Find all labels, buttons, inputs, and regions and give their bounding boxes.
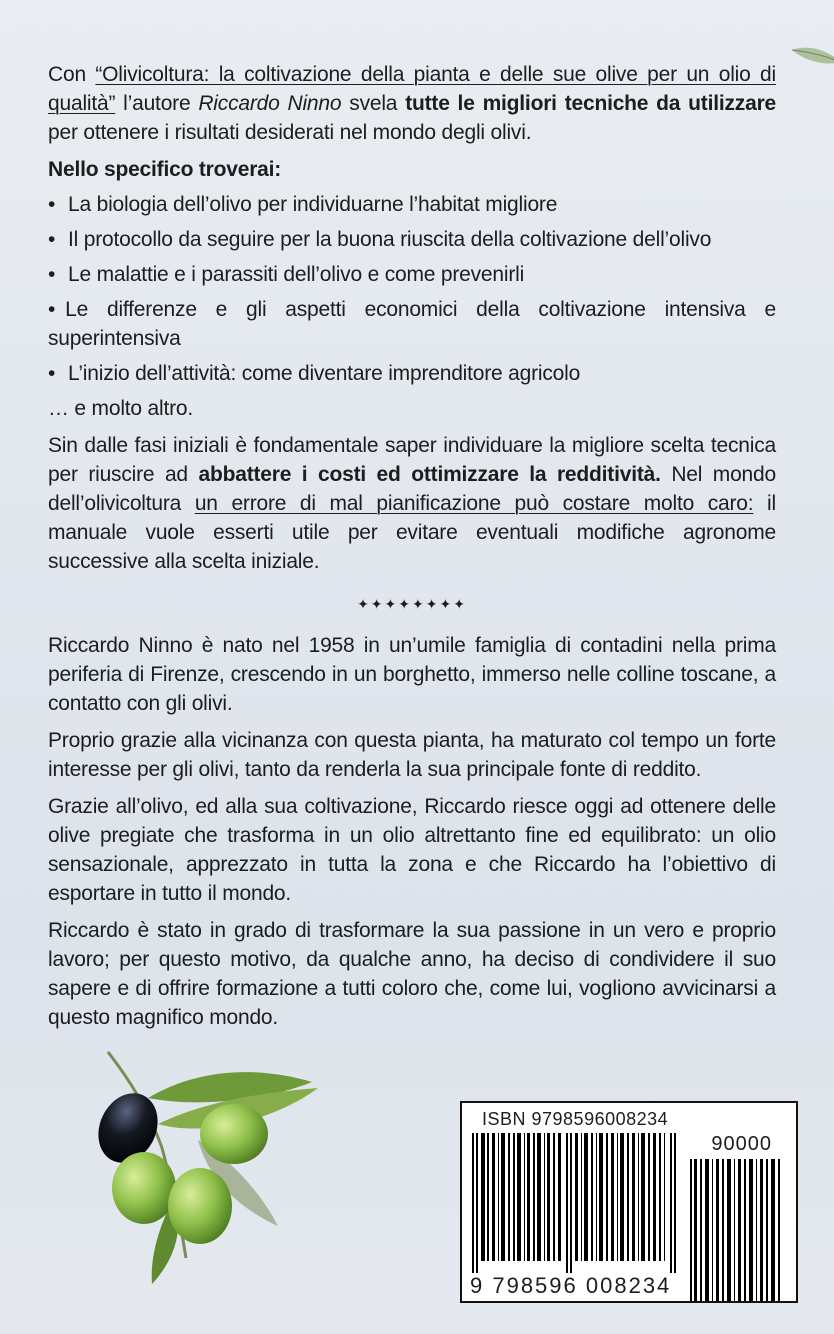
bio-paragraph: Riccardo Ninno è nato nel 1958 in un’umile famiglia di contadini nella prima periferia di Firenze, crescendo in un borghetto, immerso nelle colline toscane, a contatto con gli olivi. (48, 634, 776, 715)
features-list (48, 190, 776, 388)
list-item: • L’inizio dell’attività: come diventare imprenditore agricolo (48, 359, 776, 388)
more-text: … e molto altro. (48, 397, 194, 420)
bullet-icon: • (48, 193, 56, 216)
book-title: “Olivicoltura: la coltivazione della pianta e delle sue olive per un olio di qualità” (48, 63, 776, 115)
barcode-bars (470, 1133, 680, 1273)
author-name: Riccardo Ninno (198, 92, 342, 115)
back-cover-text (48, 60, 776, 1032)
bio-paragraph: Grazie all’olivo, ed alla sua coltivazione, Riccardo riesce oggi ad ottenere delle olive pregiate che trasforma in un olio altrettanto fine ed equilibrato: un olio sensazionale, apprezzato in tutta la zona e che Riccardo ha l’obiettivo di esportare in tutto il mondo. (48, 795, 776, 905)
list-item: • Le malattie e i parassiti dell’olivo e come prevenirli (48, 260, 776, 289)
bio-paragraph: Proprio grazie alla vicinanza con questa pianta, ha maturato col tempo un forte interesse per gli olivi, tanto da renderla la sua principale fonte di reddito. (48, 729, 776, 781)
addon-barcode-bars (690, 1159, 784, 1301)
bullet-icon: • (48, 362, 56, 385)
olive-branch-illustration (88, 1048, 328, 1288)
bio-paragraph: Riccardo è stato in grado di trasformare la sua passione in un vero e proprio lavoro; per questo motivo, da qualche anno, ha deciso di condividere il suo sapere e di offrire formazione a tutti coloro che, come lui, vogliono avvicinarsi a questo magnifico mondo. (48, 919, 776, 1029)
list-item: • Le differenze e gli aspetti economici della coltivazione intensiva e superintensiva (48, 298, 776, 350)
isbn-barcode (460, 1101, 798, 1303)
summary-paragraph: Sin dalle fasi iniziali è fondamentale saper individuare la migliore scelta tecnica per riuscire ad abbattere i costi ed ottimizzare la redditività. Nel mondo dell’olivicoltura un errore di mal pianificazione può costare molto caro: il manuale vuole esserti utile per evitare eventuali modifiche agronome successive alla scelta iniziale. (48, 434, 776, 573)
bullet-icon: • (48, 263, 56, 286)
features-heading: Nello specifico troverai: (48, 158, 282, 181)
barcode-digits: 9 798596 008234 (470, 1273, 672, 1298)
isbn-label: ISBN 9798596008234 (482, 1109, 669, 1129)
bullet-icon: • (48, 228, 56, 251)
section-separator: ✦✦✦✦✦✦✦✦ (357, 596, 467, 612)
bullet-icon: • (48, 298, 56, 321)
leaf-corner-decoration (790, 40, 834, 80)
intro-paragraph: Con “Olivicoltura: la coltivazione della pianta e delle sue olive per un olio di qualità” l’autore Riccardo Ninno svela tutte le migliori tecniche da utilizzare per ottenere i risultati desiderati nel mondo degli olivi. (48, 63, 777, 144)
list-item: • Il protocollo da seguire per la buona riuscita della coltivazione dell’olivo (48, 225, 776, 254)
list-item: • La biologia dell’olivo per individuarne l’habitat migliore (48, 190, 776, 219)
price-code: 90000 (711, 1133, 772, 1155)
